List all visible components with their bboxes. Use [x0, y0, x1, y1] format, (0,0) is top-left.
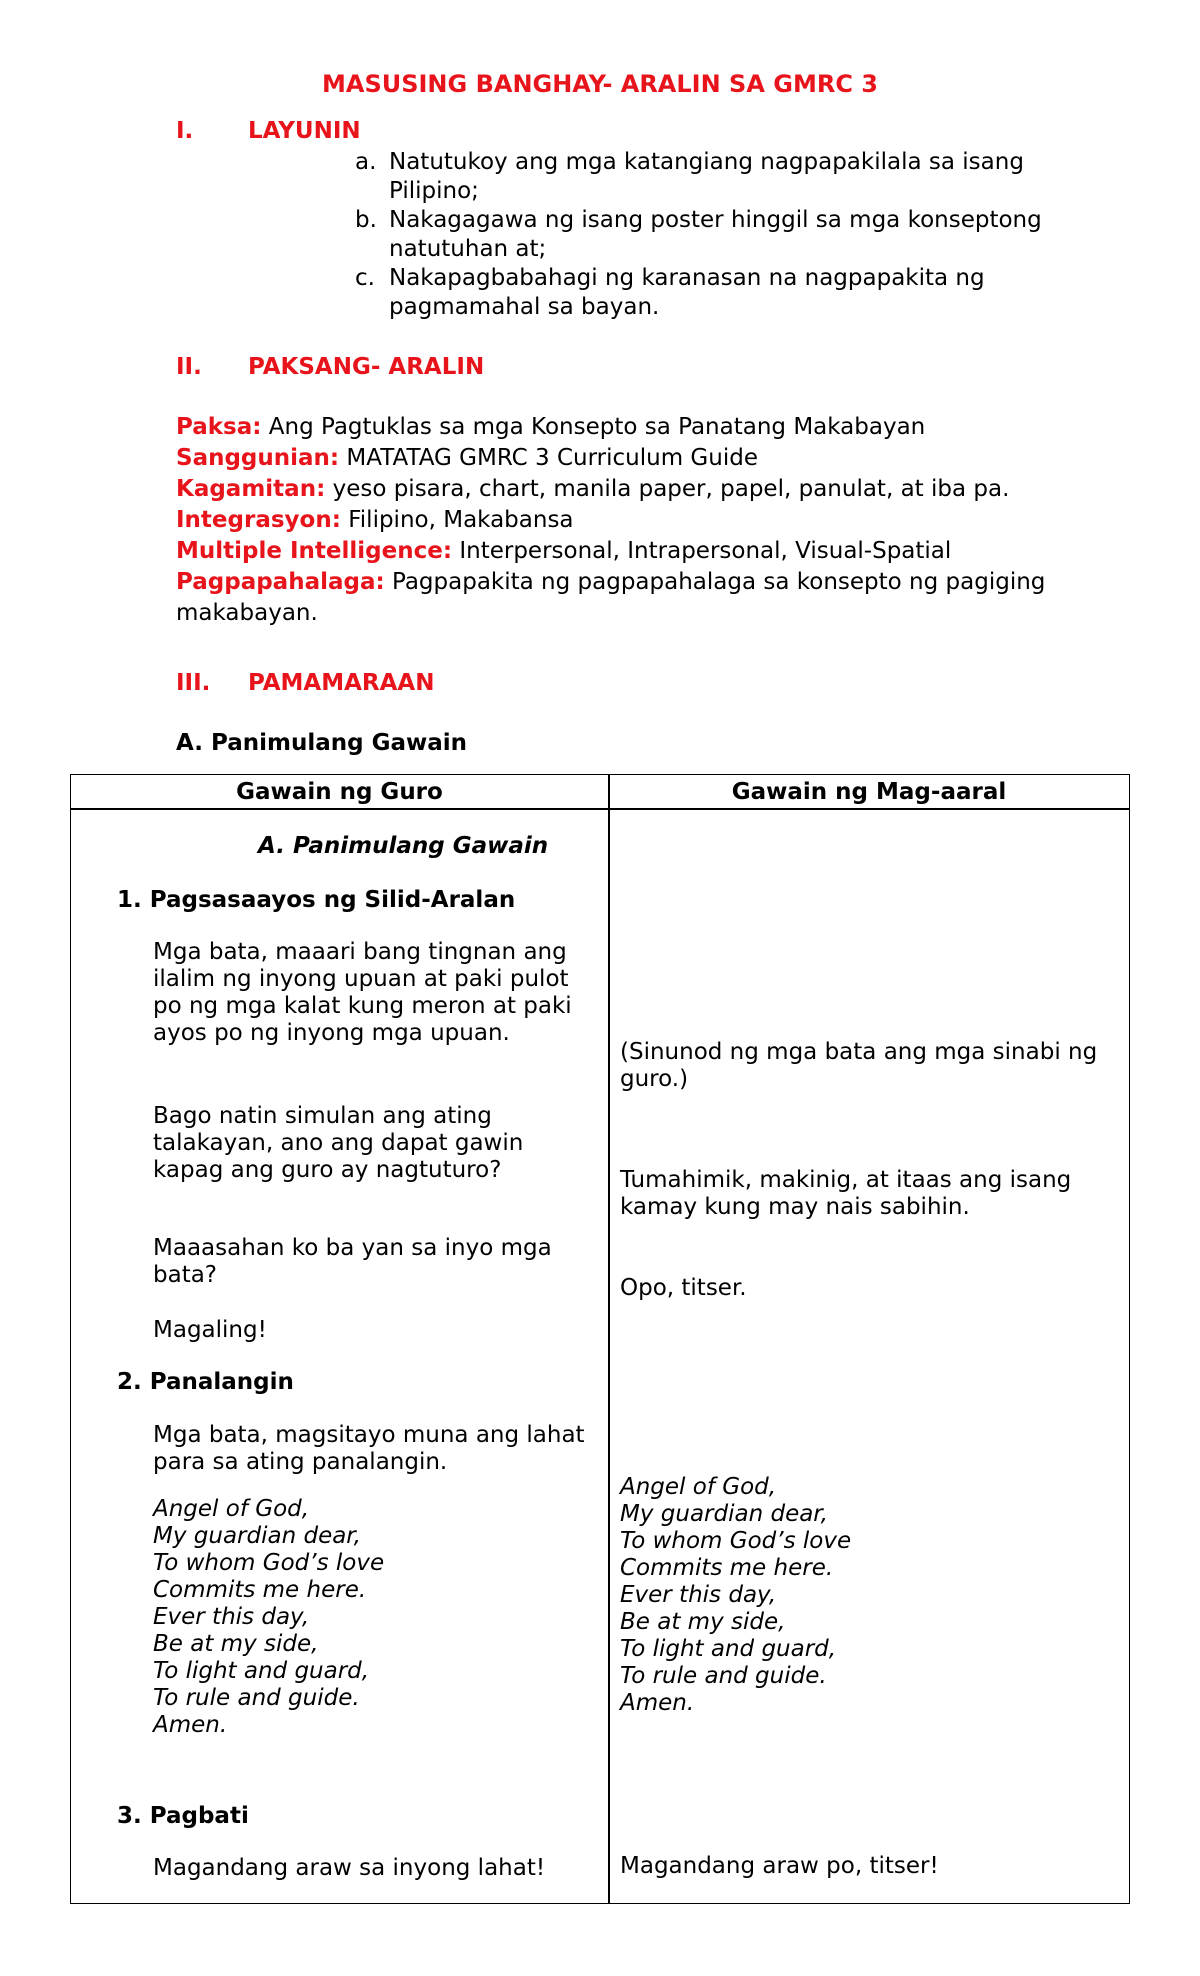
section-number: I.: [176, 118, 194, 144]
field-label: Paksa:: [176, 414, 262, 440]
field-value: Pagpapakita ng pagpapahalaga sa konsepto ng pagiging makabayan.: [176, 569, 1046, 626]
teacher-section-title: A. Panimulang Gawain: [258, 833, 549, 859]
student-response-3: Opo, titser.: [620, 1275, 747, 1301]
objective-text: Natutukoy ang mga katangiang nagpapakilala sa isang Pilipino;: [389, 149, 1024, 204]
objective-letter: b.: [355, 207, 377, 233]
section-label: PAKSANG- ARALIN: [248, 354, 485, 380]
page-title: MASUSING BANGHAY- ARALIN SA GMRC 3: [321, 70, 878, 98]
field-label: Pagpapahalaga:: [176, 569, 385, 595]
objective-letter: c.: [355, 265, 375, 291]
header-divider: [71, 808, 1129, 810]
objective-b: [355, 206, 1115, 264]
header-student: Gawain ng Mag-aaral: [731, 779, 1007, 805]
section-number: III.: [176, 670, 211, 696]
section-number: II.: [176, 354, 202, 380]
objective-text: Nakapagbabahagi ng karanasan na nagpapakita ng pagmamahal sa bayan.: [389, 265, 985, 320]
objective-a: [355, 148, 1115, 206]
step1-title: 1. Pagsasaayos ng Silid-Aralan: [117, 887, 516, 913]
question-1: Bago natin simulan ang ating talakayan, ano ang dapat gawin kapag ang guro ay nagtuturo?: [153, 1103, 524, 1183]
field-value: Ang Pagtuklas sa mga Konsepto sa Panatang Makabayan: [261, 414, 926, 440]
student-response-2: Tumahimik, makinig, at itaas ang isang kamay kung may nais sabihin.: [620, 1167, 1072, 1220]
column-divider: [608, 775, 610, 1903]
field-label: Multiple Intelligence:: [176, 538, 453, 564]
step3-title: 3. Pagbati: [117, 1803, 249, 1829]
field-sanggunian: [176, 443, 1076, 474]
sub-heading: A. Panimulang Gawain: [176, 730, 468, 756]
student-response-1: (Sinunod ng mga bata ang mga sinabi ng guro.): [620, 1039, 1098, 1092]
section-label: LAYUNIN: [248, 118, 361, 144]
step1-text: Mga bata, maaari bang tingnan ang ilalim ng inyong upuan at paki pulot po ng mga kalat kung meron at paki ayos po ng inyong mga upuan.: [153, 939, 572, 1046]
field-value: Interpersonal, Intrapersonal, Visual-Spatial: [452, 538, 952, 564]
field-label: Kagamitan:: [176, 476, 326, 502]
activity-table: [70, 774, 1130, 1904]
section-label: PAMAMARAAN: [248, 670, 435, 696]
field-value: yeso pisara, chart, manila paper, papel, panulat, at iba pa.: [325, 476, 1010, 502]
field-label: Sanggunian:: [176, 445, 340, 471]
section-layunin-heading: [176, 118, 361, 144]
step2-title: 2. Panalangin: [117, 1369, 294, 1395]
objective-letter: a.: [355, 149, 377, 175]
question-2: Maaasahan ko ba yan sa inyo mga bata?: [153, 1235, 552, 1288]
praise-text: Magaling!: [153, 1317, 267, 1343]
field-paksa: [176, 412, 1076, 443]
objective-text: Nakagagawa ng isang poster hinggil sa mga konseptong natutuhan at;: [389, 207, 1042, 262]
field-kagamitan: [176, 474, 1076, 505]
student-response-4: Magandang araw po, titser!: [620, 1853, 939, 1879]
field-label: Integrasyon:: [176, 507, 341, 533]
step3-text: Magandang araw sa inyong lahat!: [153, 1855, 546, 1881]
objective-c: [355, 264, 1115, 322]
field-value: MATATAG GMRC 3 Curriculum Guide: [339, 445, 758, 471]
field-value: Filipino, Makabansa: [340, 507, 574, 533]
section-pamamaraan-heading: [176, 670, 434, 696]
section-paksang-aralin-heading: [176, 354, 484, 380]
teacher-prayer: Angel of God, My guardian dear, To whom God’s love Commits me here. Ever this day, Be at my side, To light and guard, To rule and guide. Amen.: [153, 1496, 385, 1738]
field-pagpapahalaga: [176, 567, 1076, 629]
field-multiple-intelligence: [176, 536, 1076, 567]
header-teacher: Gawain ng Guro: [236, 779, 443, 805]
field-integrasyon: [176, 505, 1076, 536]
step2-text: Mga bata, magsitayo muna ang lahat para sa ating panalangin.: [153, 1422, 585, 1475]
student-prayer: Angel of God, My guardian dear, To whom God’s love Commits me here. Ever this day, Be at my side, To light and guard, To rule and guide. Amen.: [620, 1474, 852, 1716]
